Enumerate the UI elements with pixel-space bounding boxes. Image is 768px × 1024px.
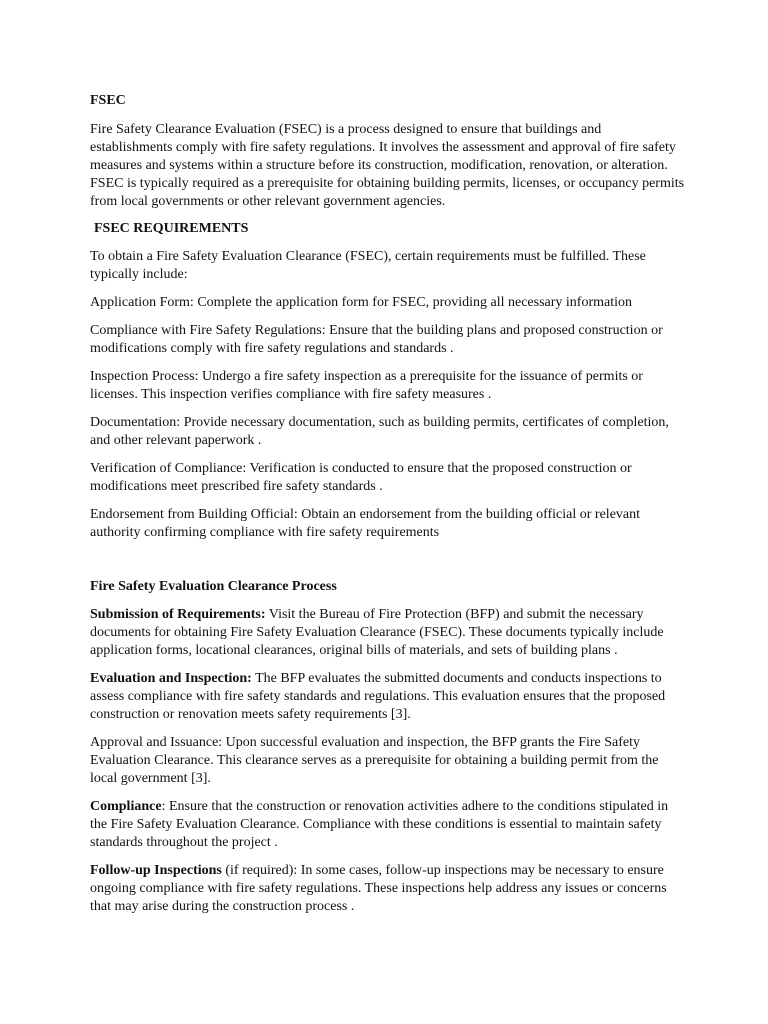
process-step-text: (if required): In some cases, follow-up inspections may be necessary to ensure ongoing compliance with fire safety regulations. These inspections help address any issues or concerns that may arise during the construction process . xyxy=(90,863,667,914)
process-step-submission xyxy=(90,606,686,660)
process-step-approval xyxy=(90,734,686,788)
requirement-compliance-regulations: Compliance with Fire Safety Regulations: Ensure that the building plans and proposed construction or modifications comply with fire safety regulations and standards . xyxy=(90,323,663,356)
process-step-lead: Compliance xyxy=(90,799,162,814)
document-title: FSEC xyxy=(90,93,126,108)
process-step-follow-up xyxy=(90,862,686,916)
process-step-lead: Follow-up Inspections xyxy=(90,863,222,878)
process-step-compliance xyxy=(90,798,686,852)
requirement-inspection-process: Inspection Process: Undergo a fire safety inspection as a prerequisite for the issuance of permits or licenses. This inspection verifies compliance with fire safety measures . xyxy=(90,369,643,402)
requirements-heading: FSEC REQUIREMENTS xyxy=(94,221,249,236)
process-step-evaluation xyxy=(90,670,686,724)
process-heading: Fire Safety Evaluation Clearance Process xyxy=(90,579,337,594)
process-step-lead: Evaluation and Inspection: xyxy=(90,671,252,686)
requirement-application-form: Application Form: Complete the application form for FSEC, providing all necessary information xyxy=(90,295,633,310)
process-step-text: Approval and Issuance: Upon successful evaluation and inspection, the BFP grants the Fire Safety Evaluation Clearance. This clearance serves as a prerequisite for obtaining a building permit from the local government [3]. xyxy=(90,735,659,786)
requirement-documentation: Documentation: Provide necessary documentation, such as building permits, certificates of completion, and other relevant paperwork . xyxy=(90,415,669,448)
process-step-text: The BFP evaluates the submitted documents and conducts inspections to assess compliance with fire safety standards and regulations. This evaluation ensures that the proposed construction or renovation meets safety requirements [3]. xyxy=(90,671,666,722)
process-step-text: : Ensure that the construction or renovation activities adhere to the conditions stipulated in the Fire Safety Evaluation Clearance. Compliance with these conditions is essential to maintain safety standards throughout the project . xyxy=(90,799,669,850)
requirements-intro: To obtain a Fire Safety Evaluation Clearance (FSEC), certain requirements must be fulfilled. These typically include: xyxy=(90,249,646,282)
requirement-endorsement: Endorsement from Building Official: Obtain an endorsement from the building official or relevant authority confirming compliance with fire safety requirements xyxy=(90,507,641,540)
process-step-text: Visit the Bureau of Fire Protection (BFP) and submit the necessary documents for obtaining Fire Safety Evaluation Clearance (FSEC). These documents typically include application forms, locational clearances, original bills of materials, and sets of building plans . xyxy=(90,607,664,658)
requirement-verification: Verification of Compliance: Verification is conducted to ensure that the proposed construction or modifications meet prescribed fire safety standards . xyxy=(90,461,632,494)
process-step-lead: Submission of Requirements: xyxy=(90,607,266,622)
intro-paragraph: Fire Safety Clearance Evaluation (FSEC) is a process designed to ensure that buildings and establishments comply with fire safety regulations. It involves the assessment and approval of fire safety measures and systems within a structure before its construction, modification, renovation, or alteration. FSEC is typically required as a prerequisite for obtaining building permits, licenses, or occupancy permits from local governments or other relevant government agencies. xyxy=(90,122,685,209)
